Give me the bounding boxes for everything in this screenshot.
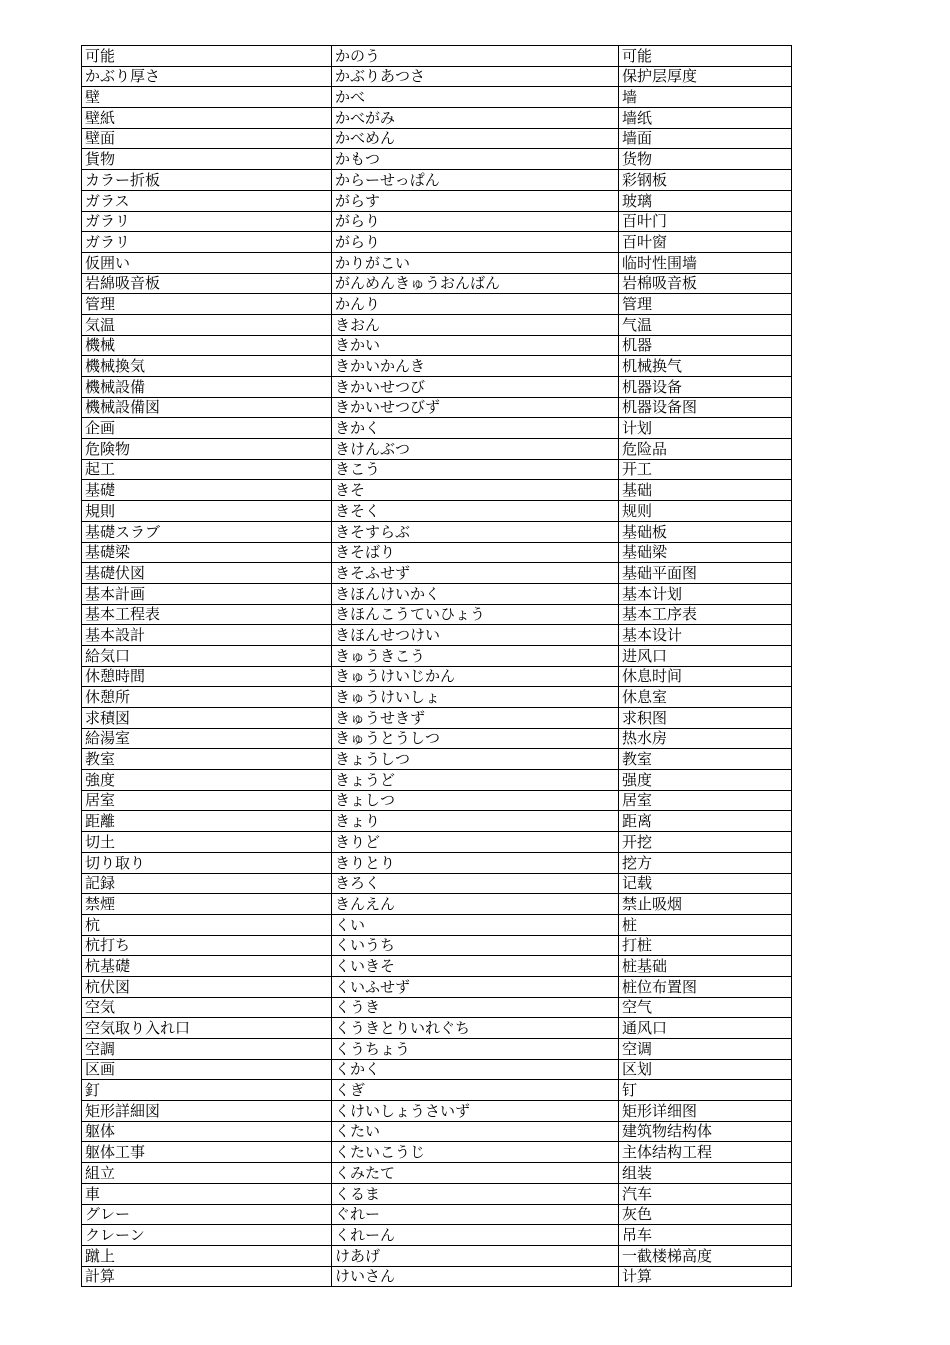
reading-cell[interactable]: きゅうけいしょ: [332, 687, 619, 708]
reading-cell[interactable]: くいきそ: [332, 956, 619, 977]
term-cell[interactable]: 躯体工事: [82, 1142, 332, 1163]
reading-cell[interactable]: かんり: [332, 294, 619, 315]
term-cell[interactable]: 機械設備図: [82, 397, 332, 418]
reading-cell[interactable]: きょしつ: [332, 790, 619, 811]
translation-cell[interactable]: 矩形详细图: [619, 1101, 792, 1122]
translation-cell[interactable]: 机器: [619, 335, 792, 356]
table-row: [82, 583, 792, 604]
reading-cell[interactable]: くかく: [332, 1059, 619, 1080]
table-row: [82, 1142, 792, 1163]
term-cell[interactable]: 基礎伏図: [82, 563, 332, 584]
translation-cell[interactable]: 气温: [619, 314, 792, 335]
term-cell[interactable]: 距離: [82, 811, 332, 832]
translation-cell[interactable]: 彩钢板: [619, 170, 792, 191]
term-cell[interactable]: 可能: [82, 46, 332, 67]
translation-cell[interactable]: 求积图: [619, 708, 792, 729]
reading-cell[interactable]: けあげ: [332, 1245, 619, 1266]
reading-cell[interactable]: がらり: [332, 211, 619, 232]
table-row: [82, 687, 792, 708]
term-cell[interactable]: 基本計画: [82, 583, 332, 604]
translation-cell[interactable]: 保护层厚度: [619, 66, 792, 87]
translation-cell[interactable]: 规则: [619, 501, 792, 522]
translation-cell[interactable]: 桩位布置图: [619, 976, 792, 997]
term-cell[interactable]: 管理: [82, 294, 332, 315]
term-cell[interactable]: 基本設計: [82, 625, 332, 646]
reading-cell[interactable]: くいふせず: [332, 976, 619, 997]
translation-cell[interactable]: 吊车: [619, 1225, 792, 1246]
table-row: [82, 1059, 792, 1080]
table-row: [82, 770, 792, 791]
term-cell[interactable]: 危険物: [82, 439, 332, 460]
table-row: [82, 128, 792, 149]
term-cell[interactable]: クレーン: [82, 1225, 332, 1246]
table-row: [82, 459, 792, 480]
reading-cell[interactable]: きそ: [332, 480, 619, 501]
table-row: [82, 1121, 792, 1142]
term-cell[interactable]: 気温: [82, 314, 332, 335]
translation-cell[interactable]: 机器设备图: [619, 397, 792, 418]
reading-cell[interactable]: かべ: [332, 87, 619, 108]
reading-cell[interactable]: くるま: [332, 1183, 619, 1204]
table-row: [82, 480, 792, 501]
term-cell[interactable]: 機械: [82, 335, 332, 356]
table-row: [82, 1245, 792, 1266]
reading-cell[interactable]: かぶりあつさ: [332, 66, 619, 87]
translation-cell[interactable]: 休息室: [619, 687, 792, 708]
reading-cell[interactable]: からーせっぱん: [332, 170, 619, 191]
table-row: [82, 1101, 792, 1122]
translation-cell[interactable]: 钉: [619, 1080, 792, 1101]
reading-cell[interactable]: きそく: [332, 501, 619, 522]
translation-cell[interactable]: 货物: [619, 149, 792, 170]
term-cell[interactable]: 躯体: [82, 1121, 332, 1142]
translation-cell[interactable]: 主体结构工程: [619, 1142, 792, 1163]
table-row: [82, 976, 792, 997]
term-cell[interactable]: 計算: [82, 1266, 332, 1287]
table-row: [82, 273, 792, 294]
reading-cell[interactable]: けいさん: [332, 1266, 619, 1287]
translation-cell[interactable]: 计划: [619, 418, 792, 439]
term-cell[interactable]: 基礎梁: [82, 542, 332, 563]
table-row: [82, 46, 792, 67]
term-cell[interactable]: 機械設備: [82, 377, 332, 398]
term-cell[interactable]: 杭打ち: [82, 935, 332, 956]
translation-cell[interactable]: 计算: [619, 1266, 792, 1287]
table-row: [82, 625, 792, 646]
term-cell[interactable]: 給湯室: [82, 728, 332, 749]
term-cell[interactable]: 居室: [82, 790, 332, 811]
term-cell[interactable]: 休憩所: [82, 687, 332, 708]
reading-cell[interactable]: きゅうせきず: [332, 708, 619, 729]
translation-cell[interactable]: 热水房: [619, 728, 792, 749]
translation-cell[interactable]: 机械换气: [619, 356, 792, 377]
term-cell[interactable]: 給気口: [82, 645, 332, 666]
term-cell[interactable]: 空気: [82, 997, 332, 1018]
table-row: [82, 501, 792, 522]
term-cell[interactable]: 空気取り入れ口: [82, 1018, 332, 1039]
reading-cell[interactable]: きおん: [332, 314, 619, 335]
translation-cell[interactable]: 打桩: [619, 935, 792, 956]
reading-cell[interactable]: きゅうとうしつ: [332, 728, 619, 749]
translation-cell[interactable]: 岩棉吸音板: [619, 273, 792, 294]
translation-cell[interactable]: 百叶窗: [619, 232, 792, 253]
table-row: [82, 170, 792, 191]
table-row: [82, 1018, 792, 1039]
term-cell[interactable]: 求積図: [82, 708, 332, 729]
translation-cell[interactable]: 基本工序表: [619, 604, 792, 625]
table-row: [82, 894, 792, 915]
table-row: [82, 211, 792, 232]
reading-cell[interactable]: かもつ: [332, 149, 619, 170]
reading-cell[interactable]: かりがこい: [332, 252, 619, 273]
reading-cell[interactable]: きそふせず: [332, 563, 619, 584]
term-cell[interactable]: 基礎: [82, 480, 332, 501]
table-row: [82, 521, 792, 542]
translation-cell[interactable]: 挖方: [619, 852, 792, 873]
term-cell[interactable]: 釘: [82, 1080, 332, 1101]
translation-cell[interactable]: 基础板: [619, 521, 792, 542]
term-cell[interactable]: 禁煙: [82, 894, 332, 915]
term-cell[interactable]: 杭伏図: [82, 976, 332, 997]
translation-cell[interactable]: 空调: [619, 1039, 792, 1060]
term-cell[interactable]: 蹴上: [82, 1245, 332, 1266]
reading-cell[interactable]: きかい: [332, 335, 619, 356]
reading-cell[interactable]: きょうど: [332, 770, 619, 791]
vocabulary-table-body: [82, 46, 792, 1287]
reading-cell[interactable]: きかいせつび: [332, 377, 619, 398]
translation-cell[interactable]: 组装: [619, 1163, 792, 1184]
translation-cell[interactable]: 建筑物结构体: [619, 1121, 792, 1142]
term-cell[interactable]: 規則: [82, 501, 332, 522]
reading-cell[interactable]: きかく: [332, 418, 619, 439]
translation-cell[interactable]: 距离: [619, 811, 792, 832]
table-row: [82, 873, 792, 894]
reading-cell[interactable]: きこう: [332, 459, 619, 480]
table-row: [82, 252, 792, 273]
translation-cell[interactable]: 开工: [619, 459, 792, 480]
table-row: [82, 397, 792, 418]
reading-cell[interactable]: がらす: [332, 190, 619, 211]
table-row: [82, 749, 792, 770]
translation-cell[interactable]: 进风口: [619, 645, 792, 666]
translation-cell[interactable]: 记载: [619, 873, 792, 894]
term-cell[interactable]: 教室: [82, 749, 332, 770]
term-cell[interactable]: 機械換気: [82, 356, 332, 377]
translation-cell[interactable]: 一截楼梯高度: [619, 1245, 792, 1266]
translation-cell[interactable]: 桩: [619, 914, 792, 935]
term-cell[interactable]: 壁紙: [82, 108, 332, 129]
term-cell[interactable]: 記録: [82, 873, 332, 894]
table-row: [82, 1183, 792, 1204]
table-row: [82, 418, 792, 439]
term-cell[interactable]: 切り取り: [82, 852, 332, 873]
reading-cell[interactable]: くれーん: [332, 1225, 619, 1246]
reading-cell[interactable]: くうき: [332, 997, 619, 1018]
translation-cell[interactable]: 强度: [619, 770, 792, 791]
translation-cell[interactable]: 基础平面图: [619, 563, 792, 584]
term-cell[interactable]: 基礎スラブ: [82, 521, 332, 542]
term-cell[interactable]: ガラリ: [82, 232, 332, 253]
reading-cell[interactable]: きそばり: [332, 542, 619, 563]
table-row: [82, 728, 792, 749]
table-row: [82, 439, 792, 460]
translation-cell[interactable]: 开挖: [619, 832, 792, 853]
term-cell[interactable]: 起工: [82, 459, 332, 480]
reading-cell[interactable]: きほんせつけい: [332, 625, 619, 646]
table-row: [82, 956, 792, 977]
translation-cell[interactable]: 基础梁: [619, 542, 792, 563]
reading-cell[interactable]: きほんこうていひょう: [332, 604, 619, 625]
table-row: [82, 542, 792, 563]
table-row: [82, 356, 792, 377]
translation-cell[interactable]: 居室: [619, 790, 792, 811]
translation-cell[interactable]: 墙面: [619, 128, 792, 149]
reading-cell[interactable]: きんえん: [332, 894, 619, 915]
table-row: [82, 1080, 792, 1101]
translation-cell[interactable]: 通风口: [619, 1018, 792, 1039]
translation-cell[interactable]: 机器设备: [619, 377, 792, 398]
table-row: [82, 832, 792, 853]
reading-cell[interactable]: きゅうきこう: [332, 645, 619, 666]
table-row: [82, 190, 792, 211]
reading-cell[interactable]: きかいせつびず: [332, 397, 619, 418]
translation-cell[interactable]: 基本设计: [619, 625, 792, 646]
term-cell[interactable]: 壁面: [82, 128, 332, 149]
reading-cell[interactable]: きゅうけいじかん: [332, 666, 619, 687]
term-cell[interactable]: 強度: [82, 770, 332, 791]
term-cell[interactable]: 貨物: [82, 149, 332, 170]
reading-cell[interactable]: きりど: [332, 832, 619, 853]
table-row: [82, 811, 792, 832]
term-cell[interactable]: かぶり厚さ: [82, 66, 332, 87]
reading-cell[interactable]: くうきとりいれぐち: [332, 1018, 619, 1039]
translation-cell[interactable]: 禁止吸烟: [619, 894, 792, 915]
translation-cell[interactable]: 教室: [619, 749, 792, 770]
table-row: [82, 87, 792, 108]
table-row: [82, 563, 792, 584]
table-row: [82, 708, 792, 729]
reading-cell[interactable]: がんめんきゅうおんばん: [332, 273, 619, 294]
translation-cell[interactable]: 桩基础: [619, 956, 792, 977]
translation-cell[interactable]: 百叶门: [619, 211, 792, 232]
table-row: [82, 1163, 792, 1184]
translation-cell[interactable]: 基础: [619, 480, 792, 501]
translation-cell[interactable]: 危险品: [619, 439, 792, 460]
reading-cell[interactable]: きかいかんき: [332, 356, 619, 377]
reading-cell[interactable]: きょうしつ: [332, 749, 619, 770]
translation-cell[interactable]: 管理: [619, 294, 792, 315]
reading-cell[interactable]: くいうち: [332, 935, 619, 956]
reading-cell[interactable]: くたい: [332, 1121, 619, 1142]
translation-cell[interactable]: 灰色: [619, 1204, 792, 1225]
translation-cell[interactable]: 区划: [619, 1059, 792, 1080]
table-row: [82, 108, 792, 129]
table-row: [82, 66, 792, 87]
reading-cell[interactable]: くけいしょうさいず: [332, 1101, 619, 1122]
table-row: [82, 914, 792, 935]
term-cell[interactable]: 杭: [82, 914, 332, 935]
translation-cell[interactable]: 玻璃: [619, 190, 792, 211]
term-cell[interactable]: 組立: [82, 1163, 332, 1184]
reading-cell[interactable]: きょり: [332, 811, 619, 832]
table-row: [82, 1204, 792, 1225]
reading-cell[interactable]: かべがみ: [332, 108, 619, 129]
table-row: [82, 335, 792, 356]
table-row: [82, 604, 792, 625]
reading-cell[interactable]: がらり: [332, 232, 619, 253]
vocabulary-table: [81, 45, 792, 1287]
term-cell[interactable]: 空調: [82, 1039, 332, 1060]
term-cell[interactable]: 岩綿吸音板: [82, 273, 332, 294]
translation-cell[interactable]: 休息时间: [619, 666, 792, 687]
table-row: [82, 1225, 792, 1246]
reading-cell[interactable]: くたいこうじ: [332, 1142, 619, 1163]
term-cell[interactable]: 車: [82, 1183, 332, 1204]
table-row: [82, 645, 792, 666]
reading-cell[interactable]: くみたて: [332, 1163, 619, 1184]
reading-cell[interactable]: かのう: [332, 46, 619, 67]
reading-cell[interactable]: きりとり: [332, 852, 619, 873]
translation-cell[interactable]: 可能: [619, 46, 792, 67]
table-row: [82, 377, 792, 398]
table-row: [82, 294, 792, 315]
table-row: [82, 1266, 792, 1287]
reading-cell[interactable]: きけんぶつ: [332, 439, 619, 460]
table-row: [82, 149, 792, 170]
translation-cell[interactable]: 临时性围墙: [619, 252, 792, 273]
translation-cell[interactable]: 墙: [619, 87, 792, 108]
translation-cell[interactable]: 墙纸: [619, 108, 792, 129]
table-row: [82, 314, 792, 335]
term-cell[interactable]: 杭基礎: [82, 956, 332, 977]
table-row: [82, 232, 792, 253]
translation-cell[interactable]: 空气: [619, 997, 792, 1018]
table-row: [82, 666, 792, 687]
table-row: [82, 935, 792, 956]
term-cell[interactable]: 企画: [82, 418, 332, 439]
table-row: [82, 790, 792, 811]
term-cell[interactable]: カラー折板: [82, 170, 332, 191]
reading-cell[interactable]: きろく: [332, 873, 619, 894]
reading-cell[interactable]: きそすらぶ: [332, 521, 619, 542]
term-cell[interactable]: 壁: [82, 87, 332, 108]
translation-cell[interactable]: 汽车: [619, 1183, 792, 1204]
table-row: [82, 997, 792, 1018]
term-cell[interactable]: 基本工程表: [82, 604, 332, 625]
term-cell[interactable]: 仮囲い: [82, 252, 332, 273]
table-row: [82, 1039, 792, 1060]
term-cell[interactable]: 区画: [82, 1059, 332, 1080]
term-cell[interactable]: 切土: [82, 832, 332, 853]
reading-cell[interactable]: きほんけいかく: [332, 583, 619, 604]
term-cell[interactable]: 矩形詳細図: [82, 1101, 332, 1122]
reading-cell[interactable]: かべめん: [332, 128, 619, 149]
term-cell[interactable]: ガラリ: [82, 211, 332, 232]
term-cell[interactable]: 休憩時間: [82, 666, 332, 687]
reading-cell[interactable]: くい: [332, 914, 619, 935]
table-row: [82, 852, 792, 873]
term-cell[interactable]: グレー: [82, 1204, 332, 1225]
reading-cell[interactable]: ぐれー: [332, 1204, 619, 1225]
reading-cell[interactable]: くうちょう: [332, 1039, 619, 1060]
translation-cell[interactable]: 基本计划: [619, 583, 792, 604]
reading-cell[interactable]: くぎ: [332, 1080, 619, 1101]
term-cell[interactable]: ガラス: [82, 190, 332, 211]
